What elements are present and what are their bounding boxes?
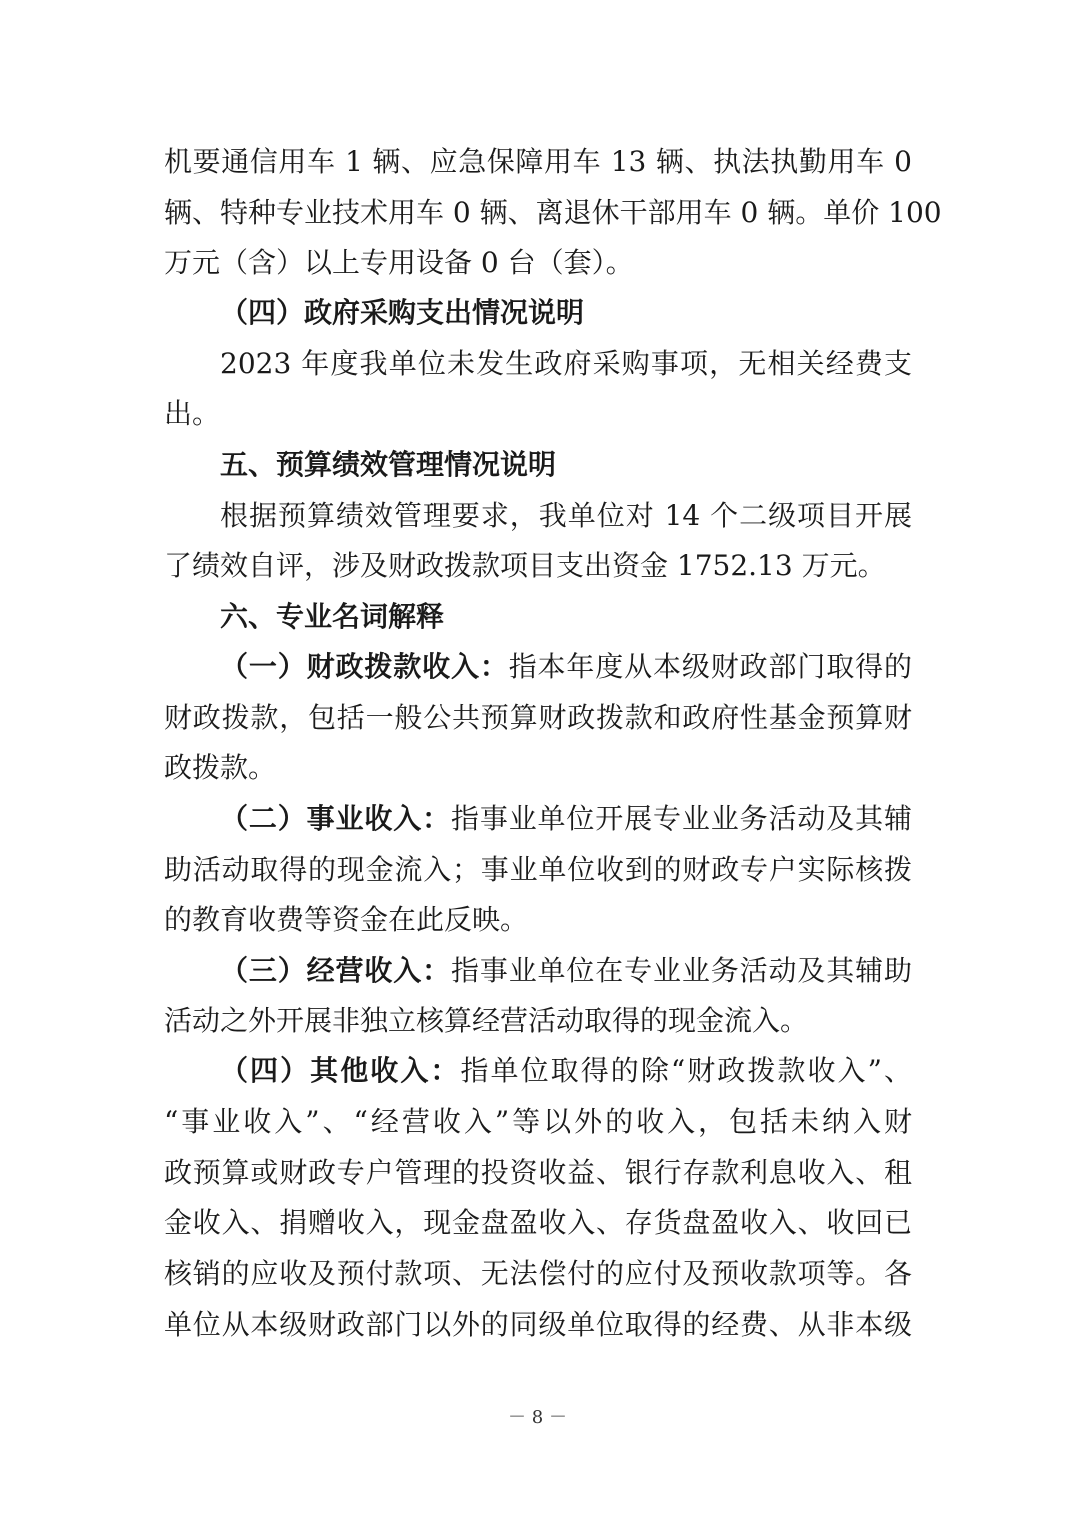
term-text: 指事业单位开展专业业务活动及其辅 (450, 802, 912, 835)
paragraph-line: 核销的应收及预付款项、无法偿付的应付及预收款项等。各 (164, 1257, 912, 1290)
definition-line (220, 1046, 912, 1096)
paragraph-line: 机要通信用车 1 辆、应急保障用车 13 辆、执法执勤用车 0 (164, 145, 912, 178)
term-label: （二）事业收入： (220, 802, 451, 835)
paragraph-line: 金收入、捐赠收入，现金盘盈收入、存货盘盈收入、收回已 (164, 1206, 912, 1239)
paragraph-line: 根据预算绩效管理要求，我单位对 14 个二级项目开展 (220, 499, 912, 532)
paragraph-line: 万元（含）以上专用设备 0 台（套）。 (164, 246, 634, 279)
paragraph-line: 财政拨款，包括一般公共预算财政拨款和政府性基金预算财 (164, 701, 912, 734)
paragraph-line: 政预算或财政专户管理的投资收益、银行存款利息收入、租 (164, 1156, 912, 1189)
term-text: 指单位取得的除“财政拨款收入”、 (460, 1054, 912, 1087)
definition-line (220, 946, 912, 996)
definition-line (220, 794, 912, 844)
paragraph-line: 单位从本级财政部门以外的同级单位取得的经费、从非本级 (164, 1308, 912, 1341)
page-number: － 8 － (508, 1407, 567, 1428)
term-text: 指事业单位在专业业务活动及其辅助 (450, 954, 912, 987)
paragraph-line: 了绩效自评，涉及财政拨款项目支出资金 1752.13 万元。 (164, 549, 886, 582)
paragraph-line: 政拨款。 (164, 751, 277, 784)
term-text: 指本年度从本级财政部门取得的 (508, 650, 912, 683)
paragraph-line: “事业收入”、“经营收入”等以外的收入，包括未纳入财 (164, 1105, 912, 1138)
term-label: （三）经营收入： (220, 954, 451, 987)
paragraph-line: 活动之外开展非独立核算经营活动取得的现金流入。 (164, 1004, 809, 1037)
paragraph-line: 2023 年度我单位未发生政府采购事项，无相关经费支 (220, 347, 912, 380)
paragraph-line: 的教育收费等资金在此反映。 (164, 903, 529, 936)
subsection-heading: （四）政府采购支出情况说明 (220, 296, 585, 329)
paragraph-line: 辆、特种专业技术用车 0 辆、离退休干部用车 0 辆。单价 100 (164, 196, 942, 229)
term-label: （四）其他收入： (220, 1054, 461, 1087)
paragraph-line: 助活动取得的现金流入；事业单位收到的财政专户实际核拨 (164, 853, 912, 886)
section-heading: 六、专业名词解释 (220, 600, 445, 633)
definition-line (220, 642, 912, 692)
term-label: （一）财政拨款收入： (220, 650, 509, 683)
paragraph-line: 出。 (164, 397, 221, 430)
section-heading: 五、预算绩效管理情况说明 (220, 448, 557, 481)
